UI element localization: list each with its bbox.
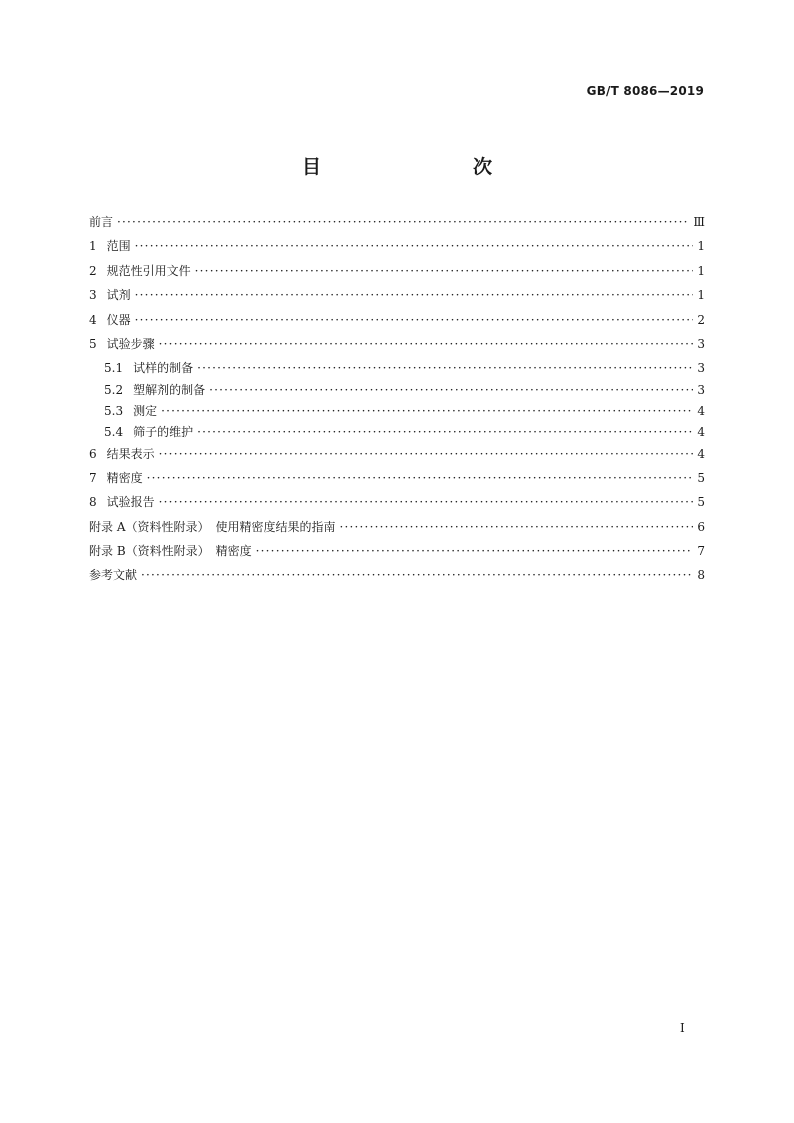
toc-entry-label <box>89 215 117 229</box>
toc-title: 目 次 <box>301 156 530 178</box>
toc-entry-text: 试剂 <box>106 288 131 303</box>
toc-entry[interactable] <box>89 471 705 495</box>
toc-entry-page: 6 <box>697 519 705 534</box>
toc-leader-dots <box>117 215 689 229</box>
toc-leader-dots <box>256 544 694 558</box>
toc-entry-label <box>89 447 159 461</box>
toc-entry-page: 5 <box>697 495 705 510</box>
toc-entry-page: 8 <box>697 568 705 583</box>
toc-entry[interactable] <box>89 447 705 471</box>
toc-leader-dots <box>147 471 694 485</box>
toc-entry-text: 试验报告 <box>106 495 155 510</box>
toc-entry-number: 1 <box>89 239 97 254</box>
toc-entry-label <box>104 383 209 397</box>
toc-entry-number: 5.2 <box>104 382 124 397</box>
toc-entry-label <box>89 239 135 253</box>
toc-leader-dots <box>135 239 694 253</box>
toc-entry[interactable] <box>89 383 705 404</box>
toc-leader-dots <box>159 337 694 351</box>
toc-entry[interactable] <box>89 520 705 544</box>
toc-entry[interactable] <box>89 425 705 446</box>
toc-entry-text: 前言 <box>89 215 114 229</box>
toc-entry-page: 3 <box>697 361 705 376</box>
toc-leader-dots <box>339 520 693 534</box>
toc-entry-page: 2 <box>697 312 705 327</box>
toc-entry-text: 精密度 <box>106 470 143 485</box>
toc-entry-number: 4 <box>89 312 97 327</box>
toc-entry-number: 5.1 <box>104 361 124 376</box>
toc-leader-dots <box>159 447 694 461</box>
table-of-contents <box>89 215 705 593</box>
toc-entry-page: 1 <box>697 239 705 254</box>
toc-entry-number: 7 <box>89 470 97 485</box>
toc-entry-label <box>89 568 141 582</box>
toc-entry-label <box>89 264 195 278</box>
toc-entry-text: 试验步骤 <box>106 336 155 351</box>
toc-entry[interactable] <box>89 495 705 519</box>
toc-entry-label <box>89 288 135 302</box>
toc-entry-text: 筛子的维护 <box>133 425 194 440</box>
toc-leader-dots <box>209 383 693 397</box>
toc-leader-dots <box>135 313 694 327</box>
toc-leader-dots <box>159 495 694 509</box>
toc-entry-number: 5 <box>89 336 97 351</box>
toc-entry[interactable] <box>89 361 705 382</box>
toc-entry-label <box>89 313 135 327</box>
toc-leader-dots <box>141 568 693 582</box>
toc-entry[interactable] <box>89 544 705 568</box>
toc-entry[interactable] <box>89 337 705 361</box>
toc-entry-text: 规范性引用文件 <box>106 263 191 278</box>
toc-entry-page: 3 <box>697 382 705 397</box>
toc-entry-page: 4 <box>697 425 705 440</box>
toc-entry-page: 3 <box>697 336 705 351</box>
footer-page-number: I <box>680 1021 685 1035</box>
toc-entry-text: 附录 B（资料性附录） 精密度 <box>89 544 252 559</box>
toc-entry-label <box>89 495 159 509</box>
toc-entry-page: 4 <box>697 403 705 418</box>
toc-entry[interactable] <box>89 288 705 312</box>
toc-entry-text: 参考文献 <box>89 568 138 583</box>
toc-entry-page: Ⅲ <box>693 215 705 229</box>
toc-entry-label <box>89 337 159 351</box>
toc-entry[interactable] <box>89 313 705 337</box>
toc-entry-page: 5 <box>697 470 705 485</box>
toc-entry-text: 塑解剂的制备 <box>133 382 206 397</box>
toc-entry-text: 试样的制备 <box>133 361 194 376</box>
toc-entry-page: 7 <box>697 544 705 559</box>
toc-entry-number: 3 <box>89 288 97 303</box>
toc-entry-page: 1 <box>697 263 705 278</box>
toc-entry-text: 仪器 <box>106 312 131 327</box>
toc-entry-number: 5.3 <box>104 403 124 418</box>
toc-entry-number: 8 <box>89 495 97 510</box>
toc-entry-label <box>89 544 256 558</box>
toc-leader-dots <box>197 361 693 375</box>
toc-entry[interactable] <box>89 239 705 263</box>
toc-entry-label <box>89 520 339 534</box>
toc-entry-text: 范围 <box>106 239 131 254</box>
toc-entry-page: 4 <box>697 446 705 461</box>
toc-entry-number: 2 <box>89 263 97 278</box>
toc-entry-text: 测定 <box>133 403 158 418</box>
toc-leader-dots <box>197 425 693 439</box>
toc-entry[interactable] <box>89 568 705 592</box>
toc-entry-text: 附录 A（资料性附录） 使用精密度结果的指南 <box>89 519 336 534</box>
toc-leader-dots <box>161 404 693 418</box>
toc-leader-dots <box>135 288 694 302</box>
toc-entry-label <box>89 471 147 485</box>
toc-leader-dots <box>195 264 694 278</box>
standard-code: GB/T 8086—2019 <box>586 84 704 98</box>
toc-entry-label <box>104 425 197 439</box>
toc-entry-number: 5.4 <box>104 425 124 440</box>
toc-entry-label <box>104 404 161 418</box>
toc-entry[interactable] <box>89 264 705 288</box>
toc-entry-page: 1 <box>697 288 705 303</box>
toc-entry-label <box>104 361 197 375</box>
toc-entry[interactable] <box>89 404 705 425</box>
toc-entry[interactable] <box>89 215 705 239</box>
toc-entry-text: 结果表示 <box>106 446 155 461</box>
toc-entry-number: 6 <box>89 446 97 461</box>
